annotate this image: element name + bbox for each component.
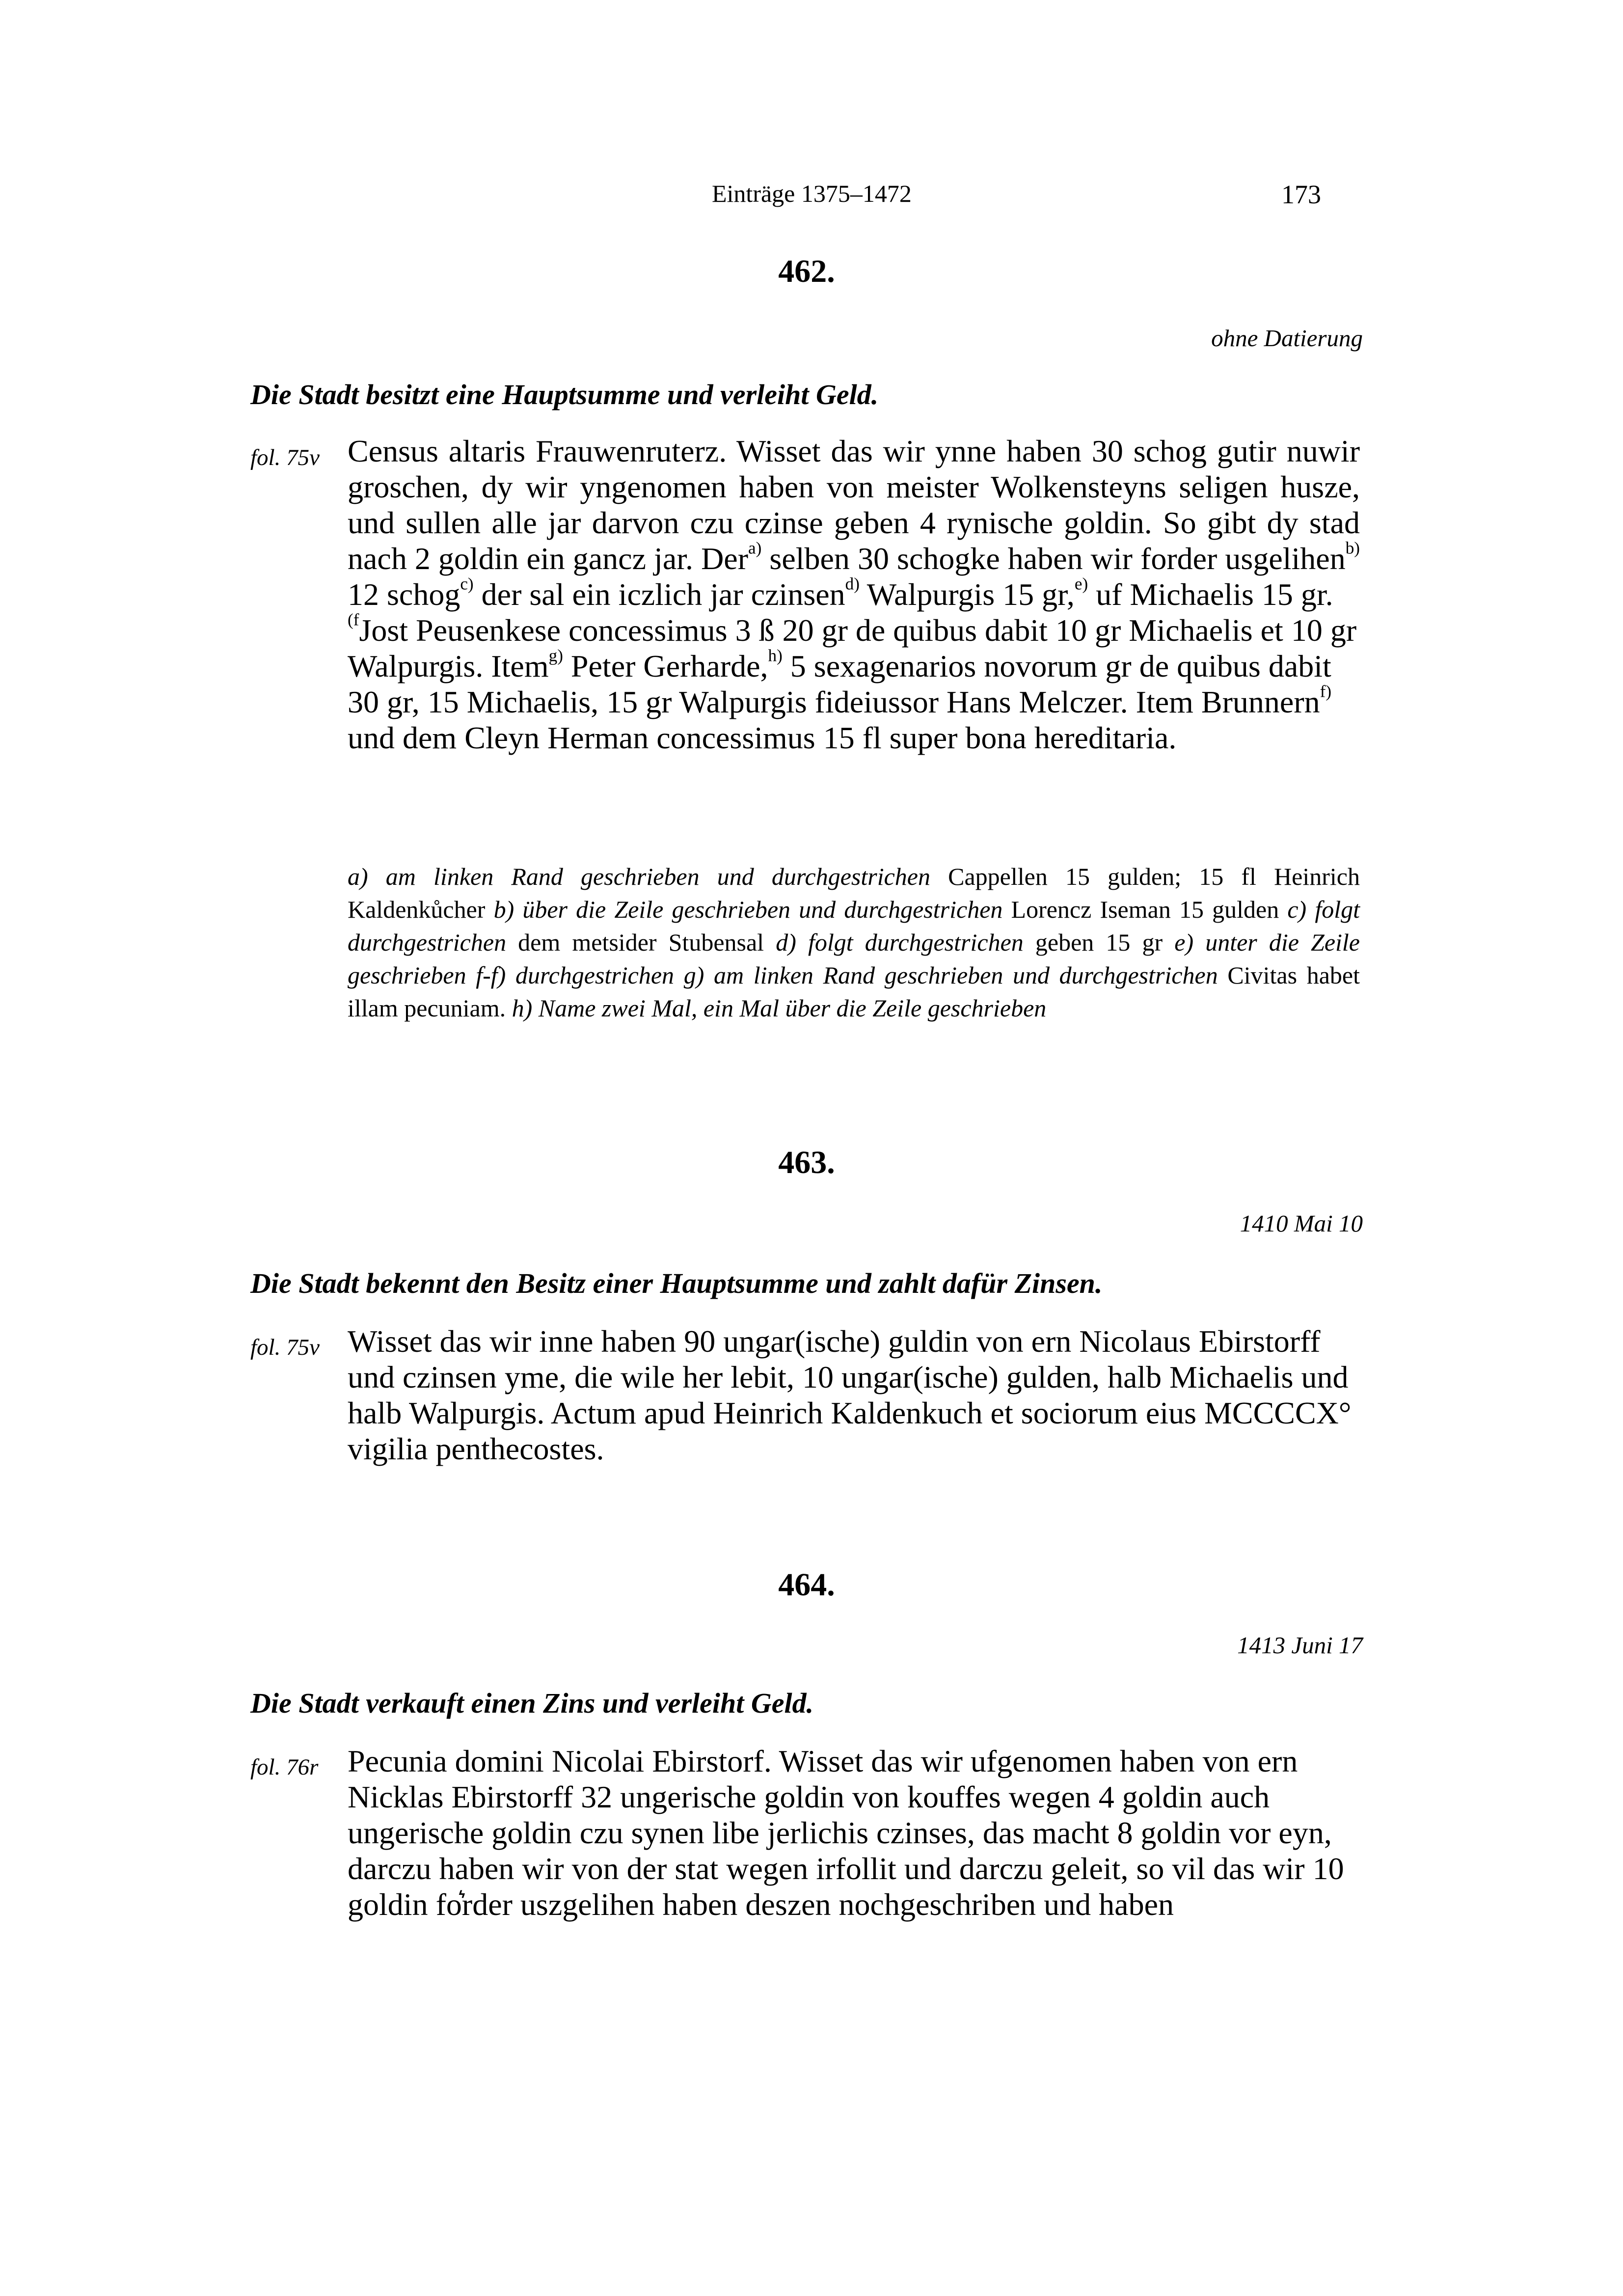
footnotes-462 [348,860,1360,1025]
entry-text-463 [348,1323,1360,1467]
footnote-h-label: h) Name zwei Mal, ein Mal über die Zeile geschrieben [512,994,1047,1022]
footnote-d-label: d) folgt durchgestrichen [776,929,1024,956]
footnote-marker: b) [1345,538,1360,558]
entry-date-463: 1410 Mai 10 [1240,1210,1363,1237]
footnote-b-text: Lorencz Iseman 15 gulden [1002,896,1288,923]
footnote-marker: d) [845,574,860,594]
footnote-marker: a) [748,538,762,558]
entry-paragraph: $^{(f}$Jost Peusenkese concessimus 3 ß 20 gr de quibus dabit 10 gr Michaelis et 10 gr Walpurgis. Item$^{g)}$ Peter Gerharde,$^{h)}$ 5 sexagenarios novorum gr de quibus dabit 30 gr, 15 Michaelis, 15 gr Walpurgis fideiussor Hans Melczer. Item Brunnern$^{f)}$ und dem Cleyn Herman concessimus 15 fl super bona hereditaria. [348,610,1357,755]
folio-ref-464: fol. 76r [250,1754,319,1780]
entry-paragraph: Pecunia domini Nicolai Ebirstorf. Wisset das wir ufgenomen haben von ern Nicklas Ebirstorff 32 ungerische goldin von kouffes wegen 4 goldin auch ungerische goldin czu synen libe jerlichis czinses, das macht 8 goldin vor eyn, darczu haben wir von der stat wegen irfollit und darczu geleit, so vil das wir 10 goldin fo͛rder uszgelihen haben deszen nochgeschriben und haben [348,1744,1344,1922]
footnote-marker: g) [548,646,563,665]
footnote-marker: f) [1320,682,1332,701]
footnote-c-label: c) folgt durchgestrichen [348,896,1360,956]
footnote-d-text: geben 15 gr [1023,929,1175,956]
running-header-title: Einträge 1375–1472 [712,180,912,207]
footnote-b-label: b) über die Zeile geschrieben und durchgestrichen [493,896,1003,923]
entry-date-462: ohne Datierung [1211,325,1363,352]
entry-paragraph: Census altaris Frauwenruterz. Wisset das wir ynne haben 30 schog gutir nuwir groschen, dy wir yngenomen haben von meister Wolkensteyns seligen husze, und sullen alle jar darvon czu czinse geben 4 rynische goldin. So gibt dy stad nach 2 goldin ein gancz jar. Der$^{a)}$ selben 30 schogke haben wir forder usgelihen$^{b)}$ 12 schog$^{c)}$ der sal ein iczlich jar czinsen$^{d)}$ Walpurgis 15 gr,$^{e)}$ uf Michaelis 15 gr. [348,434,1360,612]
footnote-e-g-label: e) unter die Zeile geschrieben f-f) durchgestrichen g) am linken Rand geschrieben und durchgestrichen [348,929,1360,989]
entry-heading-464: Die Stadt verkauft einen Zins und verleiht Geld. [250,1687,814,1719]
footnote-marker: e) [1074,574,1088,594]
entry-date-464: 1413 Juni 17 [1237,1632,1363,1659]
entry-number-464: 464. [778,1567,835,1603]
footnote-marker: (f [348,610,359,629]
entry-text-462 [348,433,1360,756]
folio-ref-463: fol. 75v [250,1335,320,1360]
entry-number-463: 463. [778,1145,835,1180]
folio-ref-462: fol. 75v [250,445,320,470]
entry-paragraph: Wisset das wir inne haben 90 ungar(ische) guldin von ern Nicolaus Ebirstorff und czinsen yme, die wile her lebit, 10 ungar(ische) gulden, halb Michaelis und halb Walpurgis. Actum apud Heinrich Kaldenkuch et sociorum eius MCCCCX° vigilia penthecostes. [348,1324,1352,1466]
footnote-a-label: a) am linken Rand geschrieben und durchgestrichen [348,863,930,890]
footnote-c-text: dem metsider Stubensal [506,929,776,956]
entry-text-464 [348,1743,1360,1922]
page-number: 173 [1281,180,1321,209]
footnote-marker: c) [460,574,474,594]
entry-heading-462: Die Stadt besitzt eine Hauptsumme und verleiht Geld. [250,379,879,410]
footnote-g-text: Civitas habet illam pecuniam. [348,961,1360,1022]
footnote-marker: h) [768,646,783,665]
footnote-a-text: Cappellen 15 gulden; 15 fl Heinrich Kaldenkůcher [348,863,1360,923]
entry-heading-463: Die Stadt bekennt den Besitz einer Hauptsumme und zahlt dafür Zinsen. [250,1267,1103,1299]
entry-number-462: 462. [778,253,835,289]
